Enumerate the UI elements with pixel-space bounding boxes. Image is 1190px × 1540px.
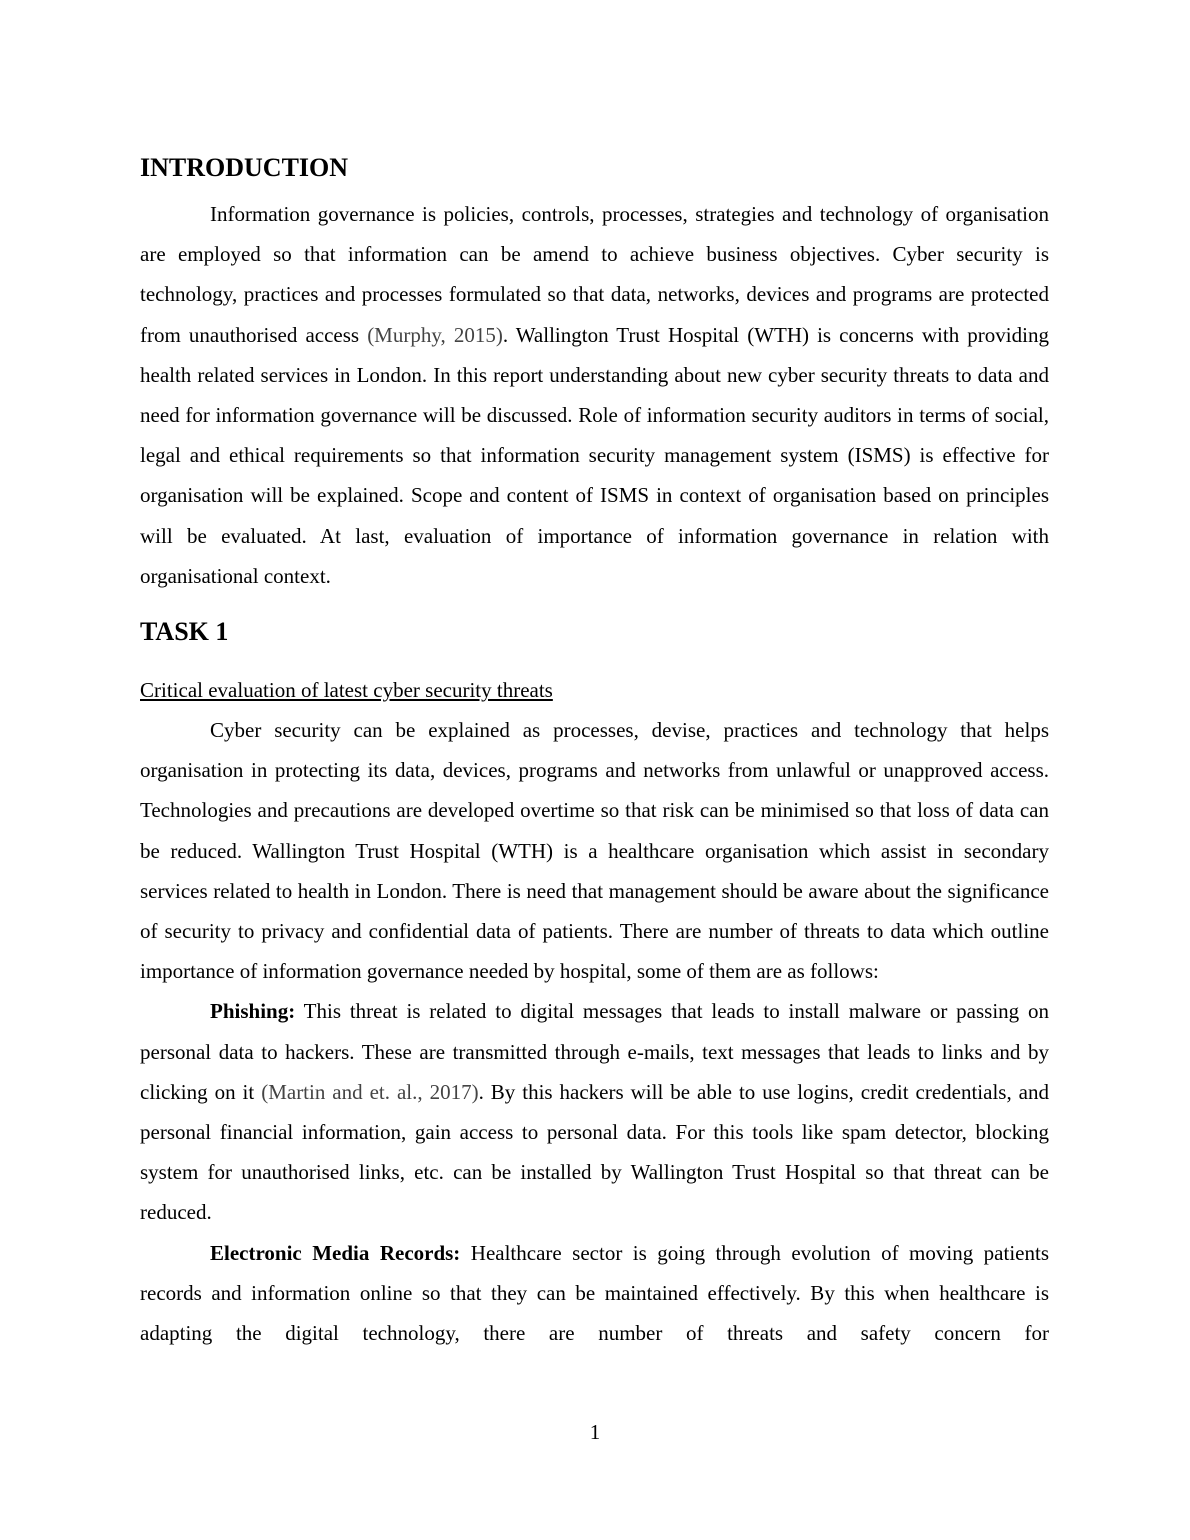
citation-murphy: (Murphy, 2015) [367,322,503,347]
introduction-text-part2: . Wallington Trust Hospital (WTH) is concerns with providing health related services in London. In this report understanding about new cyber security threats to data and need for information governance will be discussed. Role of information security auditors in terms of social, legal and ethical requirements so that information security management system (ISMS) is effective for organisation will be explained. Scope and content of ISMS in context of organisation based on principles will be evaluated. At last, evaluation of importance of information governance in relation with organisational context. [140,322,1049,588]
citation-martin: (Martin and et. al., 2017) [261,1079,479,1104]
emr-paragraph [140,1233,1049,1354]
phishing-label: Phishing: [210,999,296,1024]
emr-text: Healthcare sector is going through evolution of moving patients records and information online so that they can be maintained effectively. By this when healthcare is adapting the digital technology, there are number of threats and safety concern for [140,1240,1050,1346]
phishing-text-part1: This threat is related to digital messages that leads to install malware or passing on personal data to hackers. These are transmitted through e-mails, text messages that leads to links and by clicking on it [140,999,1049,1104]
introduction-paragraph [140,194,1049,596]
document-page [140,148,1049,1353]
emr-label: Electronic Media Records: [210,1240,461,1265]
task1-paragraph-intro: Cyber security can be explained as processes, devise, practices and technology that helps organisation in protecting its data, devices, programs and networks from unlawful or unapproved access. Technologies and precautions are developed overtime so that risk can be minimised so that loss of data can be reduced. Wallington Trust Hospital (WTH) is a healthcare organisation which assist in secondary services related to health in London. There is need that management should be aware about the significance of security to privacy and confidential data of patients. There are number of threats to data which outline importance of information governance needed by hospital, some of them are as follows: [140,718,1049,984]
phishing-text-part2: . By this hackers will be able to use logins, credit credentials, and personal financial information, gain access to personal data. For this tools like spam detector, blocking system for unauthorised links, etc. can be installed by Wallington Trust Hospital so that threat can be reduced. [140,1079,1049,1225]
introduction-heading: INTRODUCTION [140,153,349,182]
phishing-paragraph [140,991,1049,1232]
task1-heading: TASK 1 [140,617,229,647]
page-number: 1 [589,1420,601,1444]
introduction-text-part1: Information governance is policies, controls, processes, strategies and technology of organisation are employed so that information can be amend to achieve business objectives. Cyber security is technology, practices and processes formulated so that data, networks, devices and programs are protected from unauthorised access [140,202,1049,347]
task1-subheading: Critical evaluation of latest cyber security threats [140,678,553,703]
